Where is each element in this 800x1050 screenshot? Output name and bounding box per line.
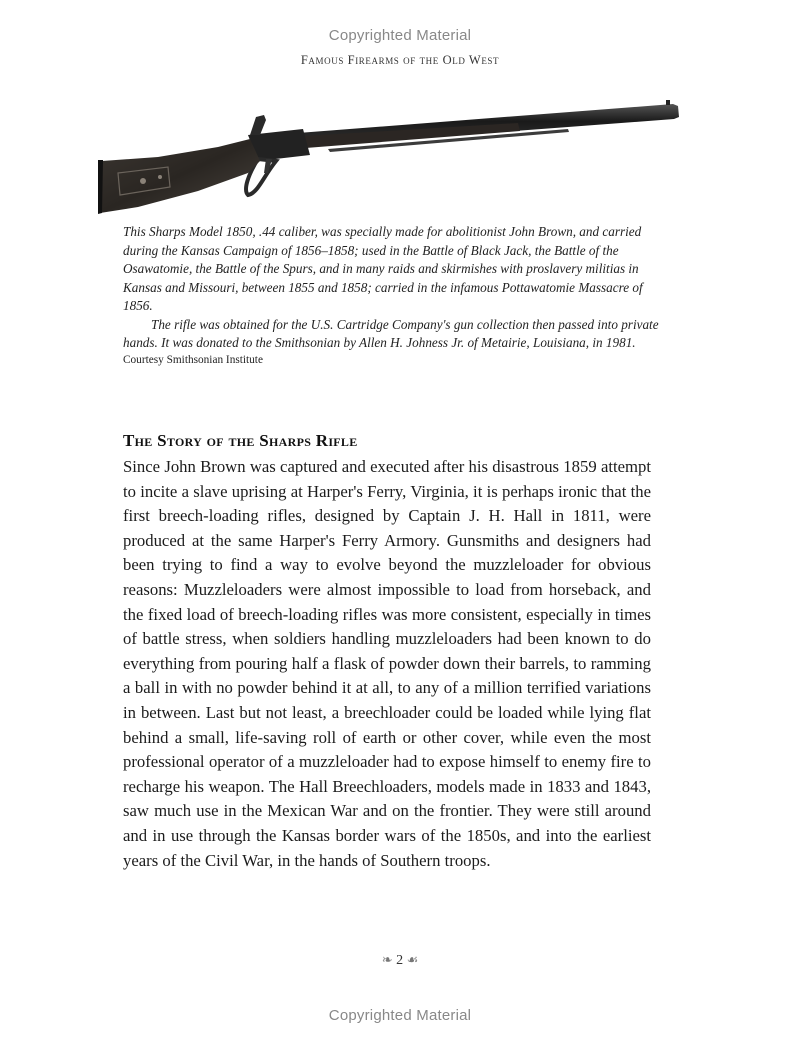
caption-paragraph-1: This Sharps Model 1850, .44 caliber, was specially made for abolitionist John Brown, and carried during the Kansas Campaign of 1856–1858; used in the Battle of Black Jack, the Battle of the Osawatomie, the Battle of the Spurs, and in many raids and skirmishes with proslavery militias in Kansas and Missouri, between 1855 and 1858; carried in the infamous Pottawatomie Massacre of 1856. [123,224,643,313]
ornament-right-icon: ☙ [406,952,419,967]
section-heading: The Story of the Sharps Rifle [123,431,358,450]
figure-caption [123,223,663,353]
photo-credit: Courtesy Smithsonian Institute [123,354,263,366]
ornament-left-icon: ❧ [381,952,393,967]
copyright-watermark-bottom: Copyrighted Material [328,1007,472,1024]
running-head: Famous Firearms of the Old West [300,53,500,67]
copyright-watermark-top: Copyrighted Material [328,27,472,44]
body-paragraph: Since John Brown was captured and executed after his disastrous 1859 attempt to incite a slave uprising at Harper's Ferry, Virginia, it is perhaps ironic that the first breech-loading rifles, designed by Captain J. H. Hall in 1811, were produced at the same Harper's Ferry Armory. Gunsmiths and designers had been trying to find a way to evolve beyond the muzzleloader for obvious reasons: Muzzleloaders were almost impossible to load from horseback, and the fixed load of breech-loading rifles was more consistent, especially in times of battle stress, when soldiers handling muzzleloaders had been known to do everything from pouring half a flask of powder down their barrels, to ramming a ball in with no powder behind it at all, to any of a million terrified variations in between. Last but not least, a breechloader could be loaded while lying flat behind a small, life-saving roll of earth or other cover, while even the most professional operator of a muzzleloader had to expose himself to enemy fire to recharge his weapon. The Hall Breechloaders, models made in 1833 and 1843, saw much use in the Mexican War and on the frontier. They were still around and in use through the Kansas border wars of the 1850s, and into the earliest years of the Civil War, in the hands of Southern troops. [123,457,651,870]
sharps-rifle-photo [98,95,683,215]
caption-paragraph-2: The rifle was obtained for the U.S. Cartridge Company's gun collection then passed into private hands. It was donated to the Smithsonian by Allen H. Johness Jr. of Metairie, Louisiana, in 1981. [123,316,659,350]
body-text [123,455,651,873]
page-number: 2 [396,953,404,968]
page-folio [0,952,800,969]
